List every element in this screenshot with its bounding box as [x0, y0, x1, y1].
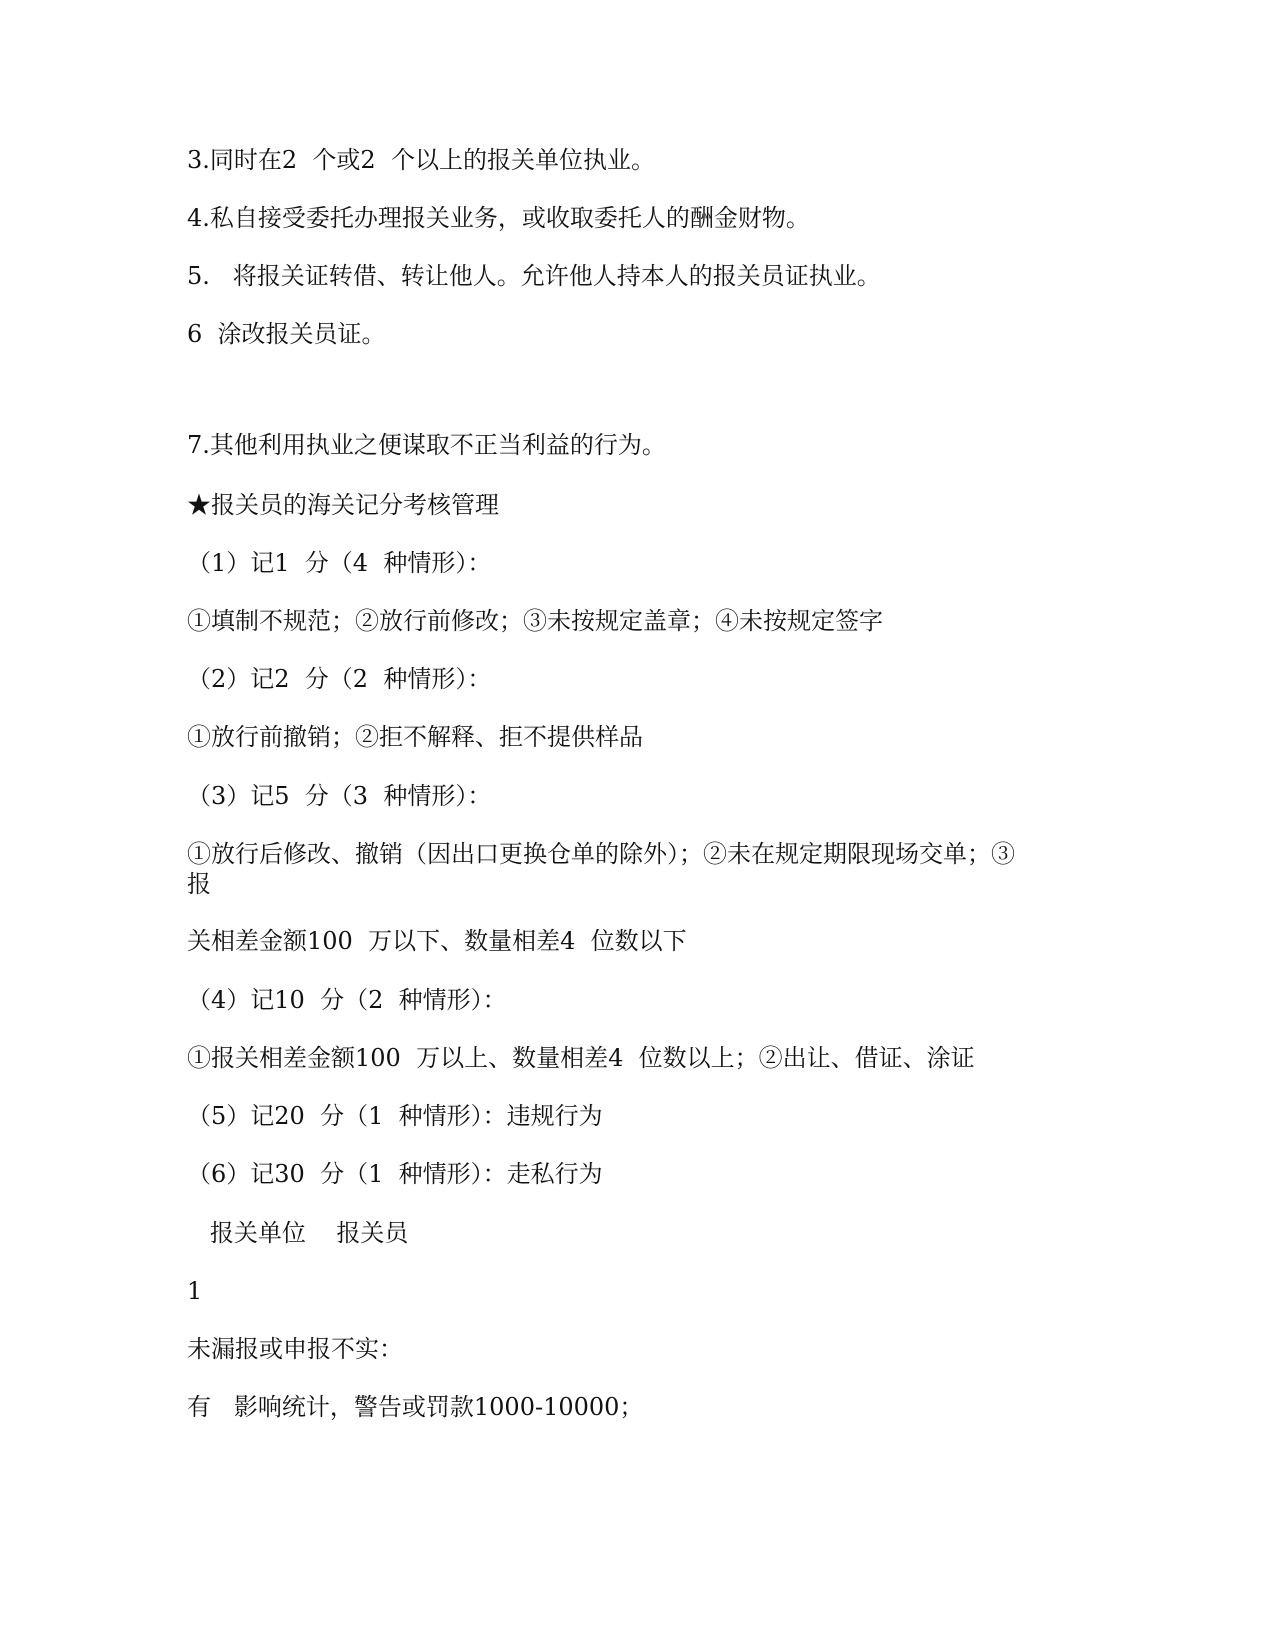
text-line: 报关单位 报关员: [187, 1219, 409, 1247]
text-line: 4.私自接受委托办理报关业务，或收取委托人的酬金财物。: [187, 204, 810, 232]
section-heading: ★报关员的海关记分考核管理: [187, 491, 499, 519]
text-line: （6）记30 分（1 种情形）：走私行为: [187, 1160, 603, 1188]
text-line: 报: [187, 870, 211, 898]
text-line: 关相差金额100 万以下、数量相差4 位数以下: [187, 927, 687, 955]
text-line: 7.其他利用执业之便谋取不正当利益的行为。: [187, 431, 666, 459]
text-line: 未漏报或申报不实：: [187, 1335, 403, 1363]
text-line: 1: [187, 1277, 203, 1305]
text-line: ①放行前撤销；②拒不解释、拒不提供样品: [187, 723, 643, 751]
text-line: 6 涂改报关员证。: [187, 320, 386, 348]
text-line: ①放行后修改、撤销（因出口更换仓单的除外）；②未在规定期限现场交单；③: [187, 840, 1015, 868]
text-line: ①填制不规范；②放行前修改；③未按规定盖章；④未按规定签字: [187, 607, 883, 635]
text-line: （1）记1 分（4 种情形）：: [187, 549, 492, 577]
text-line: （2）记2 分（2 种情形）：: [187, 665, 492, 693]
text-line: （4）记10 分（2 种情形）：: [187, 986, 507, 1014]
text-line: （5）记20 分（1 种情形）：违规行为: [187, 1102, 603, 1130]
text-line: 3.同时在2 个或2 个以上的报关单位执业。: [187, 146, 655, 174]
text-line: 有 影响统计，警告或罚款1000-10000；: [187, 1393, 644, 1421]
text-line: 5. 将报关证转借、转让他人。允许他人持本人的报关员证执业。: [187, 262, 881, 290]
text-line: ①报关相差金额100 万以上、数量相差4 位数以上；②出让、借证、涂证: [187, 1044, 975, 1072]
text-line: （3）记5 分（3 种情形）：: [187, 782, 492, 810]
